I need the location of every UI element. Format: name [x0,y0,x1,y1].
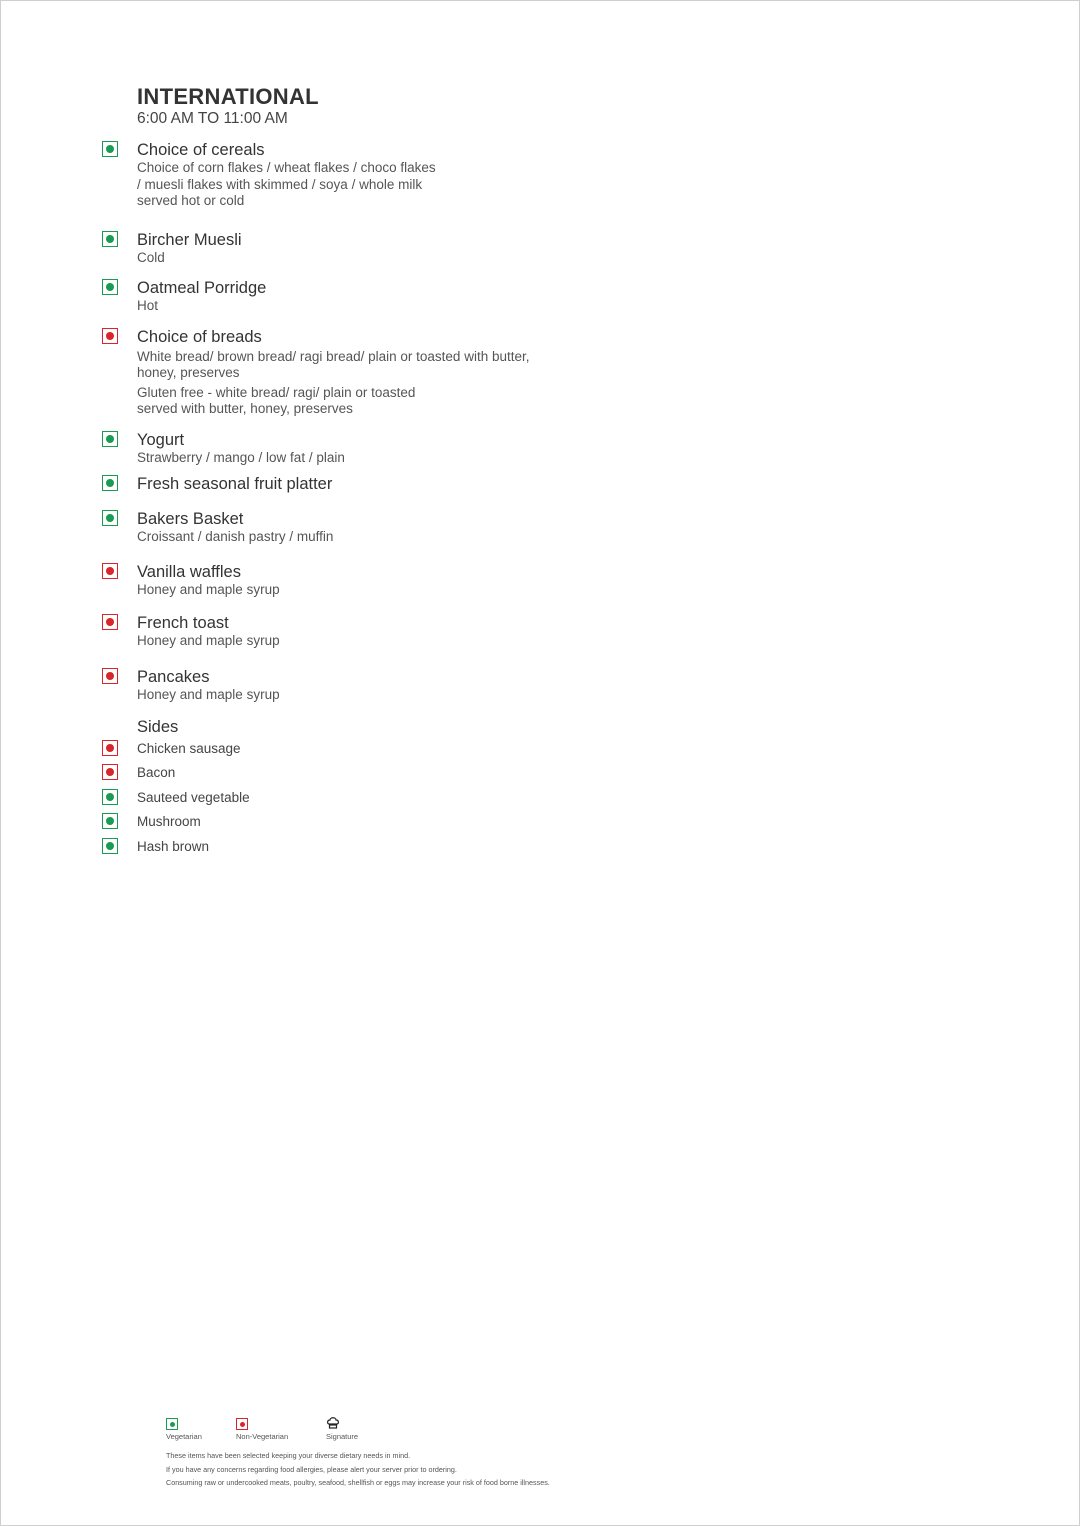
menu-item [137,474,737,494]
item-description: served hot or cold [137,193,245,208]
veg-icon [102,789,118,805]
veg-icon [102,475,118,491]
veg-icon [102,431,118,447]
item-description: honey, preserves [137,365,240,380]
menu-item [137,613,737,650]
item-description: served with butter, honey, preserves [137,401,353,416]
menu-item [137,430,737,467]
legend-veg [166,1418,236,1440]
item-description: Cold [137,249,165,265]
menu-section [137,84,737,863]
side-item-name: Chicken sausage [137,741,241,756]
legend-nonveg [236,1418,326,1440]
side-item [137,839,737,863]
side-item [137,814,737,838]
item-name: Pancakes [137,667,210,686]
nonveg-icon [102,668,118,684]
nonveg-icon [102,614,118,630]
nonveg-icon [102,563,118,579]
section-hours: 6:00 AM TO 11:00 AM [137,110,288,127]
item-name: Bakers Basket [137,510,244,528]
menu-item [137,667,737,704]
item-name: Bircher Muesli [137,230,242,249]
item-name: Fresh seasonal fruit platter [137,475,333,493]
note-allergies: If you have any concerns regarding food allergies, please alert your server prior to ordering. [166,1464,457,1474]
veg-icon [102,279,118,295]
item-description: Gluten free - white bread/ ragi/ plain or toasted [137,384,416,400]
menu-item [137,278,737,315]
item-name: French toast [137,614,229,632]
legend-signature [326,1418,396,1440]
menu-item [137,230,737,267]
menu-item [137,509,737,546]
section-title: INTERNATIONAL [137,84,319,109]
item-description: Choice of corn flakes / wheat flakes / choco flakes [137,160,436,175]
nonveg-icon [102,740,118,756]
item-description: / muesli flakes with skimmed / soya / whole milk [137,176,423,192]
legend-nonveg-label: Non-Vegetarian [236,1432,289,1441]
side-item [137,765,737,789]
veg-icon [102,838,118,854]
item-name: Yogurt [137,430,185,449]
side-item-name: Mushroom [137,814,201,830]
item-name: Choice of breads [137,327,262,346]
menu-item [137,562,737,599]
item-description: Honey and maple syrup [137,686,280,702]
item-name: Choice of cereals [137,141,265,159]
footer-notes [166,1449,866,1490]
legend-veg-label: Vegetarian [166,1432,202,1441]
veg-icon [102,813,118,829]
chef-hat-icon [326,1416,340,1433]
side-item-name: Bacon [137,765,176,781]
sides-title: Sides [137,718,179,736]
menu-items [137,140,737,703]
item-description: Strawberry / mango / low fat / plain [137,449,345,465]
item-description: Croissant / danish pastry / muffin [137,529,334,544]
nonveg-icon [102,328,118,344]
nonveg-icon [236,1418,248,1430]
veg-icon [102,231,118,247]
item-name: Oatmeal Porridge [137,279,267,297]
legend-signature-label: Signature [326,1432,359,1441]
diet-legend [166,1418,866,1440]
footer [166,1418,866,1490]
veg-icon [102,510,118,526]
side-item [137,790,737,814]
item-name: Vanilla waffles [137,562,241,581]
side-item [137,741,737,765]
item-description: White bread/ brown bread/ ragi bread/ plain or toasted with butter, [137,348,530,364]
menu-item [137,327,737,418]
side-item-name: Sauteed vegetable [137,789,250,805]
nonveg-icon [102,764,118,780]
note-dietary: These items have been selected keeping your diverse dietary needs in mind. [166,1451,411,1460]
veg-icon [166,1418,178,1430]
note-undercooked: Consuming raw or undercooked meats, poultry, seafood, shellfish or eggs may increase your risk of food borne illnesses. [166,1478,550,1487]
sides-list [137,741,737,863]
menu-item [137,140,737,210]
veg-icon [102,141,118,157]
item-description: Hot [137,298,159,313]
item-description: Honey and maple syrup [137,633,280,648]
item-description: Honey and maple syrup [137,581,280,597]
side-item-name: Hash brown [137,838,210,854]
